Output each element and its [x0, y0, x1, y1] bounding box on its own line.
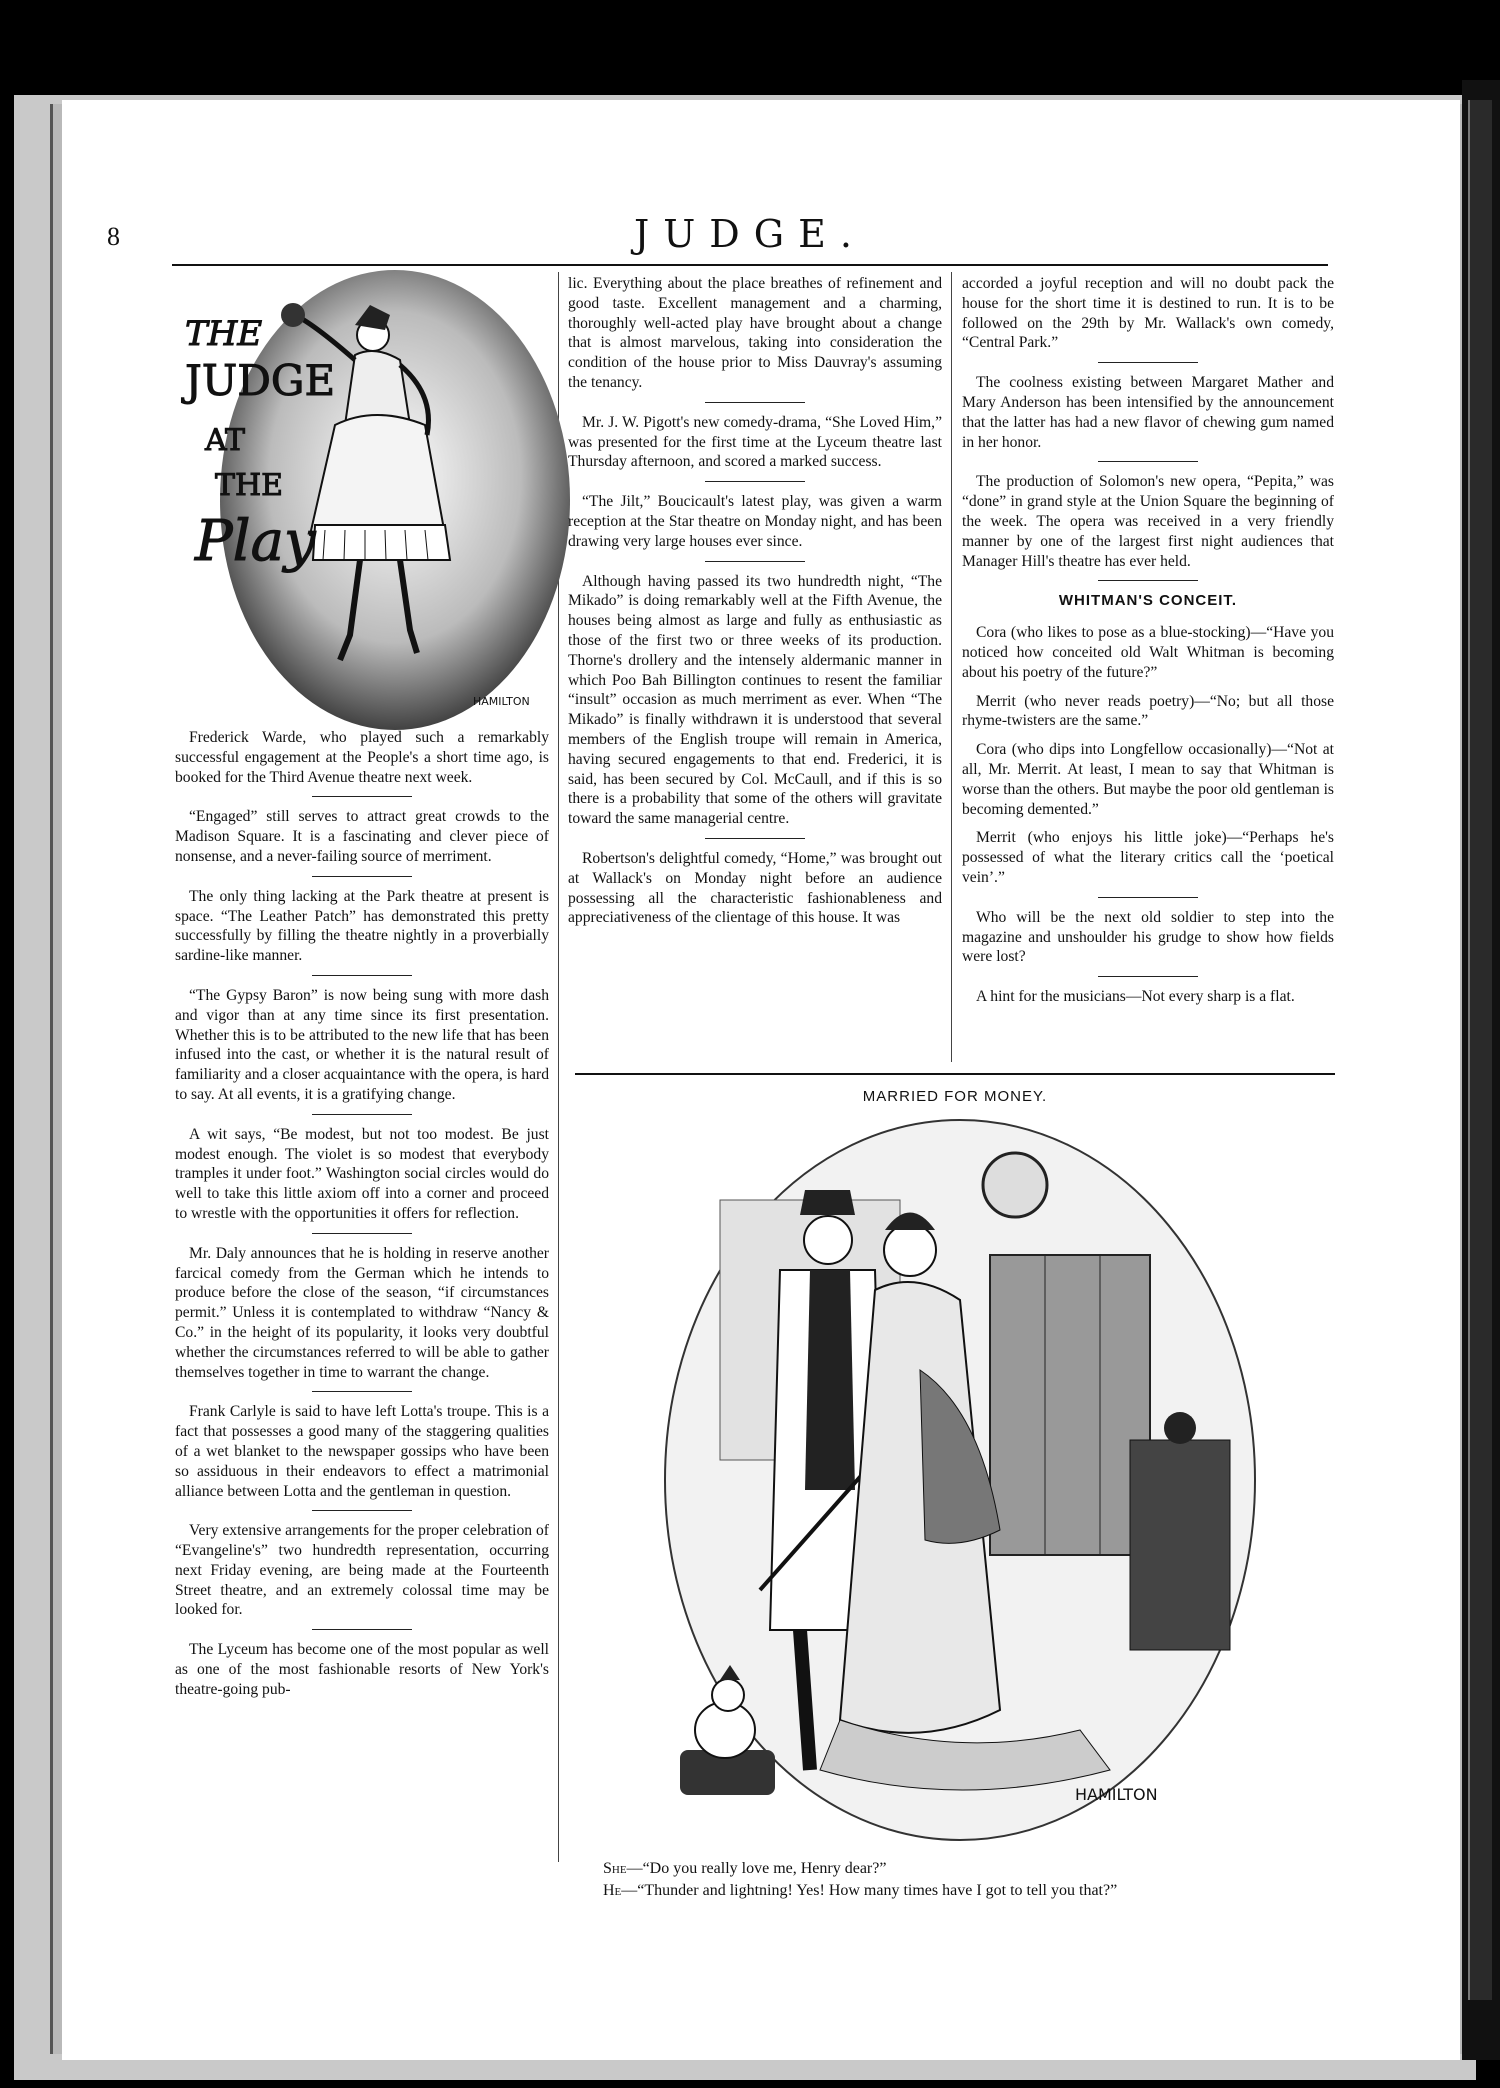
svg-text:THE: THE: [185, 314, 263, 354]
paragraph: lic. Everything about the place breathes of refinement and good taste. Excellent management and a charming, thoroughly well-acted play have brought about a change that is almost marvelous, taking into consideration the condition of the house prior to Miss Dauvray's assuming the tenancy.: [568, 275, 942, 391]
paragraph: Mr. Daly announces that he is holding in reserve another farcical comedy from the German which he intends to produce before the close of the season, “if circumstances permit.” Unless it is contemplated to withdraw “Nancy & Co.” in the height of its popularity, it looks very doubtful whether the circumstances referred to will be able to gather themselves together in time to warrant the change.: [175, 1244, 549, 1381]
divider: [312, 796, 412, 797]
divider: [705, 481, 805, 482]
column-divider: [951, 272, 952, 1062]
page-number: 8: [107, 222, 120, 251]
paragraph: “The Gypsy Baron” is now being sung with more dash and vigor than at any time since its first presentation. Whether this is to be attributed to the new life that has been infused into the cast, or whether it is the natural result of familiarity and a closer acquaintance with the opera, is hard to say. At all events, it is a gratifying change.: [175, 986, 549, 1103]
divider: [312, 1510, 412, 1511]
dialogue-line: Merrit (who enjoys his little joke)—“Perhaps he's possessed of what the literary critics call the ‘poetical vein’.”: [962, 829, 1334, 886]
paragraph: Very extensive arrangements for the proper celebration of “Evangeline's” two hundredth representation, occurring next Friday evening, are being made at the Fourteenth Street theatre, and an extremely colossal time may be looked for.: [175, 1522, 549, 1619]
cartoon-caption: [603, 1858, 1117, 1902]
caption-line-he: [603, 1880, 1117, 1902]
divider: [312, 1114, 412, 1115]
whitman-heading: WHITMAN'S CONCEIT.: [1058, 592, 1238, 610]
speaker-she: She: [603, 1860, 627, 1877]
svg-text:JUDGE: JUDGE: [185, 356, 336, 405]
paragraph: Although having passed its two hundredth night, “The Mikado” is doing remarkably well at the Fifth Avenue, the houses being almost as large and fully as enthusiastic as those of the first two or three weeks of its production. Thorne's drollery and the intensely aldermanic manner in which Poo Bah Billington continues to resent the familiar “insult” occasion as much merriment as ever. When “The Mikado” is finally withdrawn it is understood that several members of the English troupe will remain in America, having secured engagements to that end. Frederici, it is said, has been secured by Col. McCaull, and if this is so there is a probability that some of the others will gravitate toward the same managerial centre.: [568, 572, 942, 828]
section-rule: [575, 1073, 1335, 1075]
paragraph: A wit says, “Be modest, but not too modest. Be just modest enough. The violet is so modest that everybody tramples it under foot.” Washington social circles would do well to take this little axiom off into a corner and proceed to wrestle with the opportunities it offers for reflection.: [175, 1125, 549, 1222]
watermark: comicbooks.com: [1216, 2017, 1462, 2054]
paragraph: Mr. J. W. Pigott's new comedy-drama, “She Loved Him,” was presented for the first time at the Lyceum theatre last Thursday afternoon, and scored a marked success.: [568, 413, 942, 471]
paragraph: The coolness existing between Margaret Mather and Mary Anderson has been intensified by the announcement that the latter has had a new flavor of chewing gum named in her honor.: [962, 374, 1334, 451]
paragraph: The production of Solomon's new opera, “Pepita,” was “done” in grand style at the Union Square the beginning of the week. The opera was received in a very friendly manner by one of the largest first night audiences that Manager Hill's theatre has ever held.: [962, 473, 1334, 570]
dialogue-line: Merrit (who never reads poetry)—“No; but all those rhyme-twisters are the same.”: [962, 692, 1334, 730]
divider: [1098, 976, 1198, 977]
divider: [1098, 461, 1198, 462]
right-page-edge: [1462, 80, 1500, 2060]
paragraph: The Lyceum has become one of the most popular as well as one of the most fashionable resorts of New York's theatre-going pub-: [175, 1641, 549, 1698]
cartoon-title: MARRIED FOR MONEY.: [862, 1088, 1048, 1105]
dialogue-line: Cora (who dips into Longfellow occasionally)—“Not at all, Mr. Merrit. At least, I mean to say that Whitman is worse than the others. But maybe the poor old gentleman is becoming demented.”: [962, 741, 1334, 818]
paragraph: Who will be the next old soldier to step into the magazine and unshoulder his grudge to show how fields were lost?: [962, 908, 1334, 966]
paragraph: The only thing lacking at the Park theatre at present is space. “The Leather Patch” has demonstrated this pretty successfully by filling the theatre nightly in a proverbially sardine-like manner.: [175, 887, 549, 965]
paragraph: Robertson's delightful comedy, “Home,” was brought out at Wallack's on Monday night before an audience possessing all the characteristic fashionableness and appreciativeness of the clientage of this house. It was: [568, 849, 942, 927]
paragraph: Frank Carlyle is said to have left Lotta's troupe. This is a fact that possesses a good many of the staggering qualities of a wet blanket to the newspaper gossips who have been so assiduous in their endeavors to effect a matrimonial alliance between Lotta and the gentleman in question.: [175, 1403, 549, 1500]
divider: [312, 1233, 412, 1234]
column-one: [175, 728, 549, 1709]
svg-text:THE: THE: [215, 468, 284, 503]
she-line: —“Do you really love me, Henry dear?”: [626, 1860, 887, 1877]
divider: [705, 838, 805, 839]
paragraph: “The Jilt,” Boucicault's latest play, was given a warm reception at the Star theatre on Monday night, and has been drawing very large houses ever since.: [568, 493, 942, 550]
divider: [1098, 580, 1198, 581]
caption-line-she: [603, 1858, 1117, 1880]
header-rule: [172, 264, 1328, 266]
dialogue-line: Cora (who likes to pose as a blue-stocking)—“Have you noticed how conceited old Walt Whitman is becoming about his poetry of the future?”: [962, 624, 1334, 681]
divider: [705, 561, 805, 562]
judge-at-the-play-illustration: [185, 285, 548, 717]
divider: [1098, 897, 1198, 898]
column-two: [568, 274, 942, 937]
married-for-money-cartoon: [660, 1110, 1260, 1870]
divider: [705, 402, 805, 403]
paragraph: Frederick Warde, who played such a remarkably successful engagement at the People's a short time ago, is booked for the Third Avenue theatre next week.: [175, 729, 549, 786]
svg-text:AT: AT: [205, 423, 246, 458]
speaker-he: He: [603, 1882, 622, 1899]
divider: [1098, 362, 1198, 363]
paragraph: A hint for the musicians—Not every sharp is a flat.: [976, 988, 1295, 1006]
column-three: [962, 274, 1334, 1016]
svg-text:HAMILTON: HAMILTON: [1075, 1785, 1158, 1804]
paragraph: “Engaged” still serves to attract great crowds to the Madison Square. It is a fascinating and clever piece of nonsense, and a never-failing source of merriment.: [175, 808, 549, 865]
svg-text:Play: Play: [195, 509, 316, 574]
divider: [312, 876, 412, 877]
svg-text:HAMILTON: HAMILTON: [473, 695, 530, 708]
he-line: —“Thunder and lightning! Yes! How many times have I got to tell you that?”: [621, 1882, 1118, 1899]
divider: [312, 1629, 412, 1630]
paragraph: accorded a joyful reception and will no doubt pack the house for the short time it is destined to run. It is to be followed on the 29th by Mr. Wallack's own comedy, “Central Park.”: [962, 275, 1334, 352]
masthead-title: JUDGE.: [634, 212, 866, 256]
divider: [312, 1391, 412, 1392]
divider: [312, 975, 412, 976]
